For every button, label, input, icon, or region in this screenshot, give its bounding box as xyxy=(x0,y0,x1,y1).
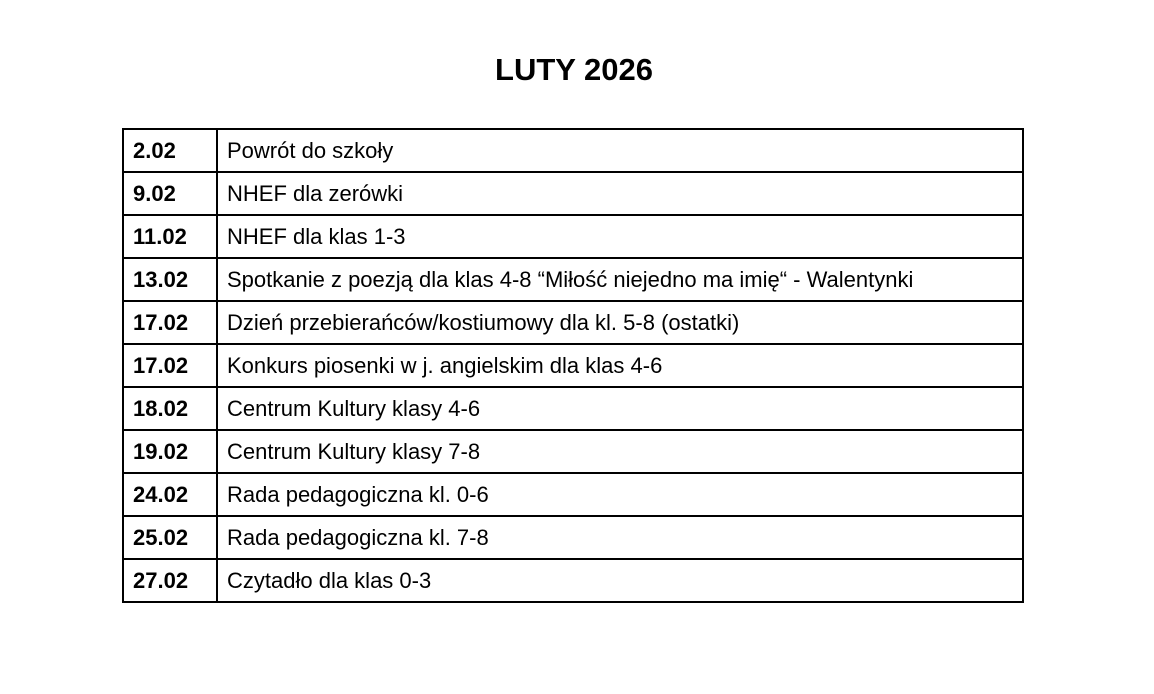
date-cell: 19.02 xyxy=(123,430,217,473)
event-cell: NHEF dla klas 1-3 xyxy=(217,215,1023,258)
event-cell: Dzień przebierańców/kostiumowy dla kl. 5-8 (ostatki) xyxy=(217,301,1023,344)
event-cell: Spotkanie z poezją dla klas 4-8 “Miłość niejedno ma imię“ - Walentynki xyxy=(217,258,1023,301)
date-cell: 17.02 xyxy=(123,344,217,387)
date-cell: 25.02 xyxy=(123,516,217,559)
date-cell: 9.02 xyxy=(123,172,217,215)
table-row xyxy=(123,258,1023,301)
event-cell: Rada pedagogiczna kl. 0-6 xyxy=(217,473,1023,516)
table-row xyxy=(123,215,1023,258)
table-row xyxy=(123,344,1023,387)
table-row xyxy=(123,516,1023,559)
table-row xyxy=(123,172,1023,215)
event-cell: Centrum Kultury klasy 7-8 xyxy=(217,430,1023,473)
event-cell: Konkurs piosenki w j. angielskim dla klas 4-6 xyxy=(217,344,1023,387)
table-row xyxy=(123,430,1023,473)
event-cell: Powrót do szkoły xyxy=(217,129,1023,172)
date-cell: 17.02 xyxy=(123,301,217,344)
page-title: LUTY 2026 xyxy=(495,52,653,87)
date-cell: 18.02 xyxy=(123,387,217,430)
table-row xyxy=(123,301,1023,344)
date-cell: 2.02 xyxy=(123,129,217,172)
date-cell: 11.02 xyxy=(123,215,217,258)
date-cell: 27.02 xyxy=(123,559,217,602)
event-cell: Centrum Kultury klasy 4-6 xyxy=(217,387,1023,430)
date-cell: 24.02 xyxy=(123,473,217,516)
event-cell: Czytadło dla klas 0-3 xyxy=(217,559,1023,602)
event-cell: Rada pedagogiczna kl. 7-8 xyxy=(217,516,1023,559)
schedule-table xyxy=(122,128,1024,603)
schedule-table-body xyxy=(123,129,1023,602)
event-cell: NHEF dla zerówki xyxy=(217,172,1023,215)
table-row xyxy=(123,129,1023,172)
date-cell: 13.02 xyxy=(123,258,217,301)
table-row xyxy=(123,559,1023,602)
table-row xyxy=(123,473,1023,516)
table-row xyxy=(123,387,1023,430)
